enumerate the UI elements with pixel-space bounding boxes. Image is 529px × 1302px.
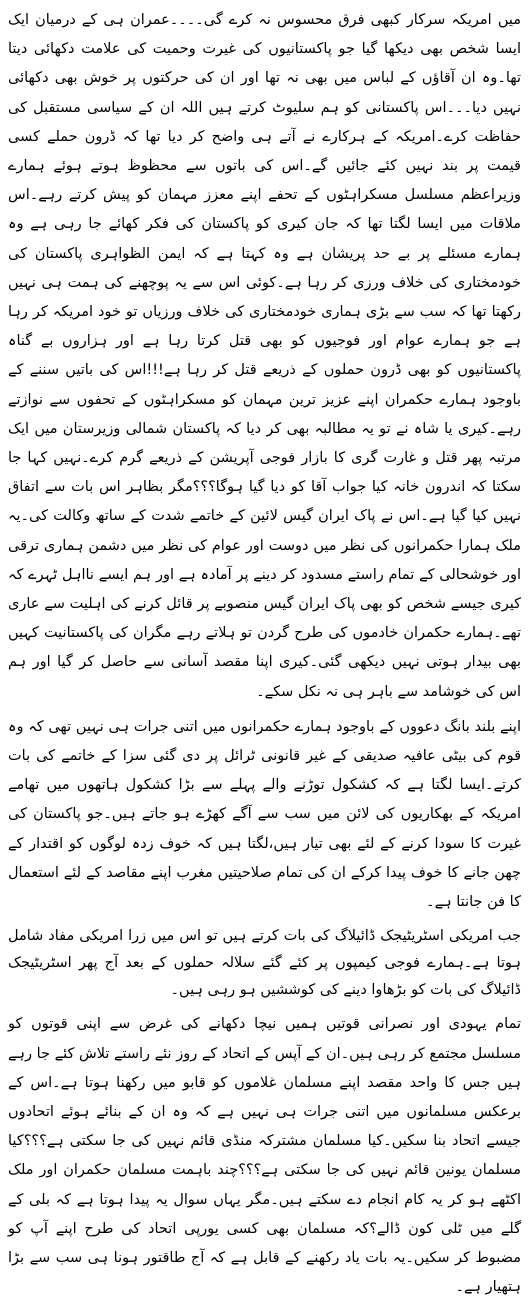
article-paragraph-1: میں امریکہ سرکار کبھی فرق محسوس نہ کرے گی۔۔۔۔عمران ہی کے درمیان ایک ایسا شخص بھی دیکھا گیا جو پاکستانیوں کی غیرت وحمیت کی علامت دکھائی دیتا تھا۔وہ ان آقاؤں کے لباس میں بھی نہ تھا اور ان کی حرکتوں پر خوش بھی دکھائی نہیں دیا۔۔۔اس پاکستانی کو ہم سلیوٹ کرتے ہیں اللہ ان کے سیاسی مستقبل کی حفاظت کرے۔امریکہ کے ہرکارے نے آتے ہی واضح کر دیا تھا کہ ڈرون حملے کسی قیمت پر بند نہیں کئے جائیں گے۔اس کی باتوں سے محظوظ ہوتے ہوئے ہمارے وزیراعظم مسلسل مسکراہٹوں کے تحفے اپنے معزز مہمان کو پیش کرتے رہے۔اس ملاقات میں ایسا لگتا تھا کہ جان کیری کو پاکستان کی فکر کھائے جا رہی ہے وہ ہمارے مسئلے پر بے حد پریشان ہے وہ کہتا ہے کہ ایمن الظواہری پاکستان کی خودمختاری کی خلاف ورزی کر رہا ہے۔کوئی اس سے یہ پوچھنے کی ہمت ہی نہیں رکھتا تھا کہ سب سے بڑی ہماری خودمختاری کی خلاف ورزیاں تو خود امریکہ کر رہا ہے جو ہمارے عوام اور فوجیوں کو بھی قتل کرتا رہا ہے اور ہزاروں بے گناہ پاکستانیوں کو بھی ڈرون حملوں کے ذریعے قتل کر رہا ہے!!!اس کی باتیں سننے کے باوجود ہمارے حکمران اپنے عزیز ترین مہمان کو مسکراہٹوں کے تحفوں سے نوازتے رہے۔کیری یا شاہ نے تو یہ مطالبہ بھی کر دیا کہ پاکستان شمالی وزیرستان میں ایک مرتبہ پھر قتل و غارت گری کا بازار فوجی آپریشن کے ذریعے گرم کرے۔نہیں کہا جا سکتا کہ اندرون خانہ کیا جواب آقا کو دیا گیا ہوگا؟؟؟مگر بظاہر اس بات سے اتفاق نہیں کیا گیا ہے۔اس نے پاک ایران گیس لائین کے خاتمے شدت کے ساتھ وکالت کی۔یہ ملک ہمارا حکمرانوں کی نظر میں دوست اور عوام کی نظر میں دشمن ہماری ترقی اور خوشحالی کے تمام راستے مسدود کر دینے پر آمادہ ہے اور ہم ایسے نااہل ٹہرے کہ کیری جیسے شخص کو بھی پاک ایران گیس منصوبے پر قائل کرنے کی اہلیت سے عاری تھے۔ہمارے حکمران خادموں کی طرح گردن تو ہلاتے رہے مگران کی پاکستانیت کہیں بھی بیدار ہوتی نہیں دیکھی گئی۔کیری اپنا مقصد آسانی سے حاصل کر گیا اور ہم اس کی خوشامد سے باہر ہی نہ نکل سکے۔ (8, 12, 521, 700)
article-paragraph-2: اپنے بلند بانگ دعووں کے باوجود ہمارے حکمرانوں میں اتنی جرات ہی نہیں تھی کہ وہ قوم کی بیٹی عافیہ صدیقی کے غیر قانونی ٹرائل پر دی گئی سزا کے خاتمے کی بات کرتے۔ایسا لگتا ہے کہ کشکول توڑنے والے پہلے سے بڑا کشکول ہاتھوں میں تھامے امریکہ کے بھکاریوں کی لائن میں سب سے آگے کھڑے ہو جاتے ہیں۔جو پاکستان کی غیرت کا سودا کرنے کے لئے بھی تیار ہیں،لگتا ہیں کہ خوف زدہ لوگوں کو اقتدار کے چھن جانے کا خوف پیدا کرکے ان کی تمام صلاحیتیں مغرب اپنے مقاصد کے لئے استعمال کا فن جانتا ہے۔ (8, 718, 521, 911)
article-paragraph-3: جب امریکی اسٹریٹیجک ڈائیلاگ کی بات کرتے ہیں تو اس میں زرا امریکی مفاد شامل ہوتا ہے۔ہمارے فوجی کیمپوں پر کئے گئے سلالہ حملوں کے بعد آج پھر اسٹریٹیجک ڈائیلاگ کی بات کو بڑھاوا دینے کی کوششیں ہو رہی ہیں۔ (8, 928, 521, 999)
article-paragraph-4: تمام یہودی اور نصرانی قوتیں ہمیں نیچا دکھانے کی غرض سے اپنی قوتوں کو مسلسل مجتمع کر رہی ہیں۔ان کے آپس کے اتحاد کے روز نئے راستے تلاش کئے جا رہے ہیں جس کا واحد مقصد اپنے مسلمان غلاموں کو قابو میں رکھنا ہوتا ہے۔اس کے برعکس مسلمانوں میں اتنی جرات ہی نہیں ہے کہ وہ ان کے بنائے ہوئے اتحادوں جیسے اتحاد بنا سکیں۔کیا مسلمان مشترکہ منڈی قائم نہیں کی جا سکتی ہے؟؟؟کیا مسلمان یونین قائم نہیں کی جا سکتی ہے؟؟؟چند باہمت مسلمان حکمران اور ملک اکٹھے ہو کر یہ کام انجام دے سکتے ہیں۔مگر یہاں سوال یہ پیدا ہوتا ہے کہ بلی کے گلے میں ٹلی کون ڈالے؟کہ مسلمان بھی کسی یورپی اتحاد کی طرح اپنے آپ کو مضبوط کر سکیں۔یہ بات یاد رکھنے کے قابل ہے کہ آج طاقتور ہونا ہی سب سے بڑا ہتھیار ہے۔ (8, 1016, 521, 1296)
